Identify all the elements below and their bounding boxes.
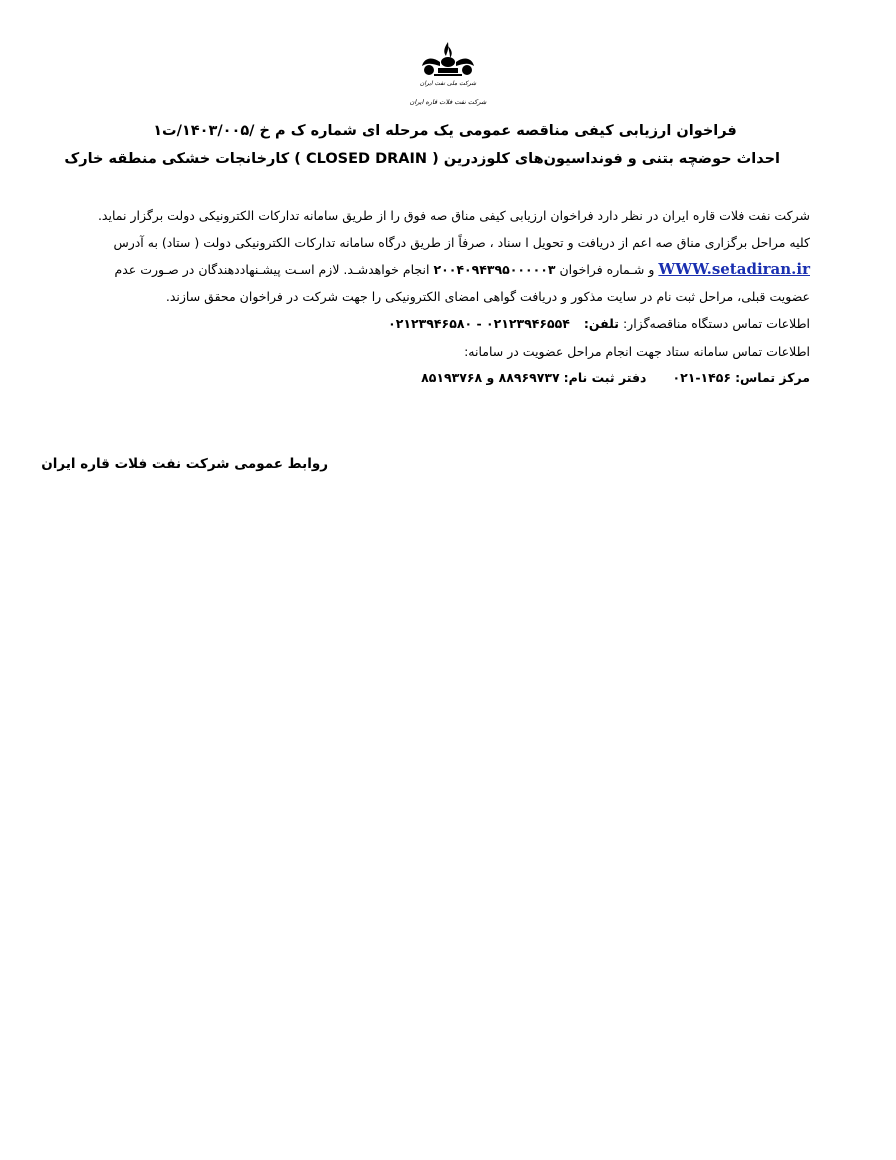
nioc-logo-icon [416, 40, 480, 82]
call-center-number: ۱۴۵۶-۰۲۱ [672, 370, 732, 385]
contact-label: اطلاعات تماس دستگاه مناقصه‌گزار: [622, 316, 810, 331]
setad-contact-line: اطلاعات تماس سامانه ستاد جهت انجام مراحل عضویت در سامانه: [464, 344, 810, 359]
body-paragraph-line: کلیه مراحل برگزاری مناق صه اعم از دریافت و تحویل ا سناد ، صرفاً از طریق درگاه سامانه تدارکات الکترونیکی دولت ( ستاد) به آدرس [113, 235, 810, 250]
tel-label: تلفن: [583, 316, 619, 331]
page-title: فراخوان ارزیابی کیفی مناقصه عمومی یک مرحله ای شماره ک م خ /۱۴۰۳/۰۰۵/ت۱ [153, 123, 737, 139]
signature: روابط عمومی شرکت نفت فلات قاره ایران [41, 456, 328, 472]
logo-caption-iooc: شرکت نفت فلات قاره ایران [409, 98, 487, 106]
setadiran-link[interactable]: WWW.setadiran.ir [658, 260, 810, 278]
body-paragraph-line [115, 260, 811, 278]
registration-office-numbers: ۸۸۹۶۹۷۳۷ و ۸۵۱۹۳۷۶۸ [421, 370, 560, 385]
body-paragraph-line: عضویت قبلی، مراحل ثبت نام در سایت مذکور و دریافت گواهی امضای الکترونیکی را جهت شرکت در فراخوان محقق سازند. [165, 289, 810, 304]
body-paragraph-line: شرکت نفت فلات قاره ایران در نظر دارد فراخوان ارزیابی کیفی مناق صه فوق را از طریق سامانه تدارکات الکترونیکی دولت برگزار نماید. [97, 208, 810, 223]
body-text-segment: انجام خواهدشـد. لازم اسـت پیشـنهاددهندگان در صـورت عدم [114, 262, 434, 277]
logo-caption-nioc: شرکت ملی نفت ایران [419, 80, 477, 87]
registration-office-label: دفتر ثبت نام: [563, 370, 647, 385]
call-center-label: مرکز تماس: [735, 370, 810, 385]
page-subtitle: احداث حوضچه بتنی و فونداسیون‌های کلوزدرین ( CLOSED DRAIN ) کارخانجات خشکی منطقه خارک [64, 151, 780, 167]
body-text-segment: و شـماره فراخوان [555, 262, 659, 277]
contact-info-line [388, 316, 810, 331]
tender-number: ۲۰۰۴۰۹۴۳۹۵۰۰۰۰۰۳ [433, 262, 556, 277]
setad-numbers-line [421, 370, 810, 385]
tel-numbers: ۰۲۱۲۳۹۴۶۵۵۴ - ۰۲۱۲۳۹۴۶۵۸۰ [388, 316, 570, 331]
company-logo [400, 40, 496, 118]
